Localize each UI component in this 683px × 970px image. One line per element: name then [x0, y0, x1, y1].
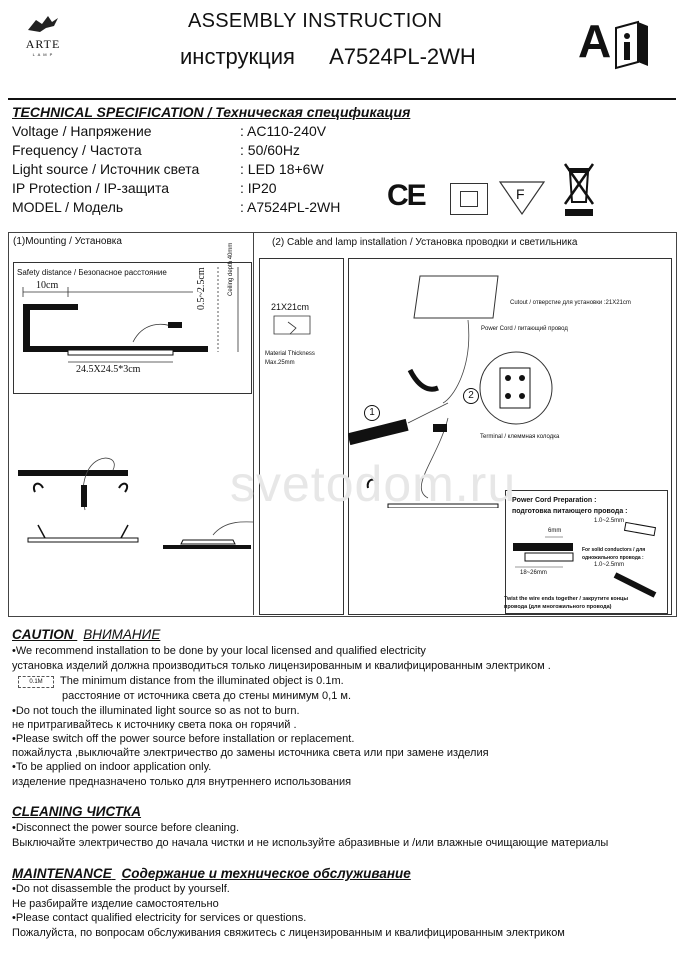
caution-line-2: установка изделий должна производиться только лицензированным и квалифицированным электриком .: [12, 660, 551, 672]
brand-logo: [18, 12, 68, 57]
caution-line-9: •To be applied on indoor application only.: [12, 761, 212, 773]
page-subtitle: [180, 44, 476, 70]
griffin-logo-icon: [18, 12, 68, 34]
spec-voltage-label: Voltage / Напряжение: [12, 123, 152, 139]
cleaning-line-2: Выключайте электричество до начала чистки и не используйте абразивные и /или влажные очищающие материалы: [12, 837, 609, 849]
cutout-label: Cutout / отверстие для установки :21X21cm: [510, 300, 631, 306]
ce-mark: CE: [387, 179, 425, 212]
caution-line-1: •We recommend installation to be done by your local licensed and qualified electricity: [12, 645, 426, 657]
cleaning-heading: CLEANING ЧИСТКА: [12, 804, 142, 819]
cleaning-line-1: •Disconnect the power source before cleaning.: [12, 822, 240, 834]
spec-ip-value: : IP20: [240, 180, 277, 196]
maintenance-line-4: Пожалуйста, по вопросам обслуживания свяжитесь с лицензированным и квалифицированным электриком: [12, 927, 565, 939]
caution-line-8: пожайлуста ,выключайте электричество до замены источника света или при замене изделия: [12, 747, 489, 759]
dim-strip-1: 1.0~2.5mm: [594, 518, 625, 524]
header-rule: [8, 98, 676, 100]
dim-depth: 0.5~2.5cm: [196, 267, 207, 310]
spec-light-value: : LED 18+6W: [240, 161, 324, 177]
spec-light-label: Light source / Источник света: [12, 161, 200, 177]
ceiling-depth-label: Ceiling depth 40mm: [228, 242, 234, 296]
caution-heading-ru: ВНИМАНИЕ: [83, 627, 161, 642]
page-title: ASSEMBLY INSTRUCTION: [188, 10, 443, 32]
thickness-label-1: Material Thickness: [265, 351, 315, 357]
class-ii-icon: [450, 183, 488, 215]
spec-ip-label: IP Protection / IP-защита: [12, 180, 170, 196]
dim-cord-length: 18~26mm: [520, 570, 547, 576]
caution-heading-en: CAUTION: [12, 627, 74, 642]
solid-label-1: For solid conductors / для: [582, 547, 646, 553]
brand-sub: L A M P: [32, 52, 54, 57]
power-cord-label: Power Cord / питающий провод: [481, 326, 568, 332]
spec-model-value: : A7524PL-2WH: [240, 199, 341, 215]
solid-label-2: одножильного провода :: [582, 555, 644, 561]
spec-frequency-label: Frequency / Частота: [12, 142, 142, 158]
distance-icon: 0.1M: [18, 676, 54, 688]
mounting-title: (1)Mounting / Установка: [13, 236, 122, 247]
maintenance-line-1: •Do not disassemble the product by yourself.: [12, 883, 230, 895]
spec-model-label: MODEL / Модель: [12, 199, 124, 215]
maintenance-heading: [12, 866, 411, 881]
dim-10cm: 10cm: [36, 280, 59, 291]
step-1-marker: 1: [364, 405, 380, 421]
caution-line-6: не притрагивайтесь к источнику света пока он горячий .: [12, 719, 297, 731]
caution-line-10: изделение предназначено только для внутреннего использования: [12, 776, 352, 788]
maintenance-line-3: •Please contact qualified electricity for services or questions.: [12, 912, 307, 924]
caution-line-5: •Do not touch the illuminated light source so as not to burn.: [12, 705, 300, 717]
prep-title-en: Power Cord Preparation :: [512, 497, 597, 504]
dim-6mm: 6mm: [548, 528, 562, 534]
read-instructions-icon: [612, 20, 652, 70]
terminal-label: Terminal / клеммная колодка: [480, 434, 560, 440]
diagram-divider: [253, 232, 254, 615]
f-mark-letter: F: [516, 186, 525, 202]
dim-strip-2: 1.0~2.5mm: [594, 562, 625, 568]
caution-line-7: •Please switch off the power source before installation or replacement.: [12, 733, 355, 745]
subtitle-ru: инструкция: [180, 44, 295, 69]
mounting-steps-drawing: [13, 440, 253, 575]
step-2-marker: 2: [463, 388, 479, 404]
hole-size: 21X21cm: [271, 302, 310, 312]
caution-heading: [12, 627, 160, 642]
big-letter-a: A: [578, 15, 612, 67]
caution-line-3: The minimum distance from the illuminated object is 0.1m.: [60, 675, 344, 687]
maintenance-heading-ru: Содержание и техническое обслуживание: [121, 866, 411, 881]
maintenance-line-2: Не разбирайте изделие самостоятельно: [12, 898, 219, 910]
watermark: svetodom.ru: [230, 456, 517, 512]
tech-heading-en: TECHNICAL SPECIFICATION /: [12, 104, 212, 120]
twist-label-2: провода (для многожильного провода): [504, 604, 612, 610]
material-thickness-icon: [270, 312, 320, 342]
header-model: A7524PL-2WH: [329, 44, 476, 69]
weee-bin-icon: [562, 160, 596, 218]
safety-distance-label: Safety distance / Безопасное расстояние: [17, 268, 167, 277]
brand-name: ARTE: [25, 37, 61, 51]
dim-size: 24.5X24.5*3cm: [76, 364, 141, 375]
twist-label-1: Twist the wire ends together / закрутите концы: [504, 596, 629, 602]
tech-spec-heading: [12, 104, 410, 120]
thickness-label-2: Max.25mm: [265, 360, 295, 366]
spec-frequency-value: : 50/60Hz: [240, 142, 300, 158]
prep-title-ru: подготовка питающего провода :: [512, 508, 628, 515]
cable-title: (2) Cable and lamp installation / Установка проводки и светильника: [272, 237, 578, 248]
caution-line-4: расстояние от источника света до стены минимум 0,1 м.: [62, 690, 351, 702]
maintenance-heading-en: MAINTENANCE: [12, 866, 112, 881]
tech-heading-ru: Техническая спецификация: [215, 104, 411, 120]
spec-voltage-value: : AC110-240V: [240, 123, 327, 139]
